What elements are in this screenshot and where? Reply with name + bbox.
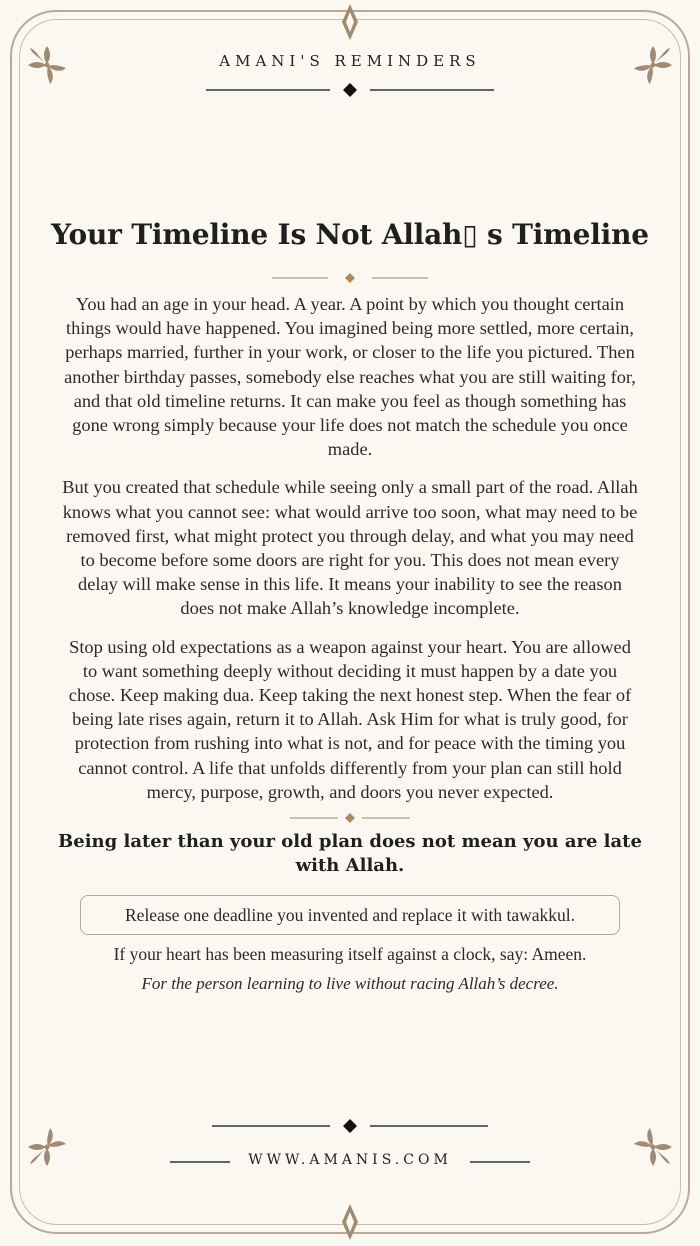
- frame-diamond-bottom-icon: [338, 1202, 362, 1242]
- key-message: Being later than your old plan does not mean you are late with Allah.: [58, 831, 642, 876]
- body-text: [62, 292, 638, 818]
- brand-name: AMANI'S REMINDERS: [219, 52, 481, 70]
- paragraph-3: Stop using old expectations as a weapon against your heart. You are allowed to want something deeply without deciding it must happen by a date you chose. Keep making dua. Keep taking the next honest step. When the fear of being late rises again, return it to Allah. Ask Him for what is truly good, for protection from rushing into what is not, and for peace with the timing you cannot control. A life that unfolds differently from your plan can still hold mercy, purpose, growth, and doors you never expected.: [68, 636, 632, 802]
- dedication: For the person learning to live without racing Allah’s decree.: [141, 974, 559, 993]
- website-url[interactable]: WWW.AMANIS.COM: [248, 1152, 452, 1168]
- action-box: [80, 895, 620, 935]
- page-title: Your Timeline Is Not Allah▯ s Timeline: [51, 218, 649, 251]
- paragraph-2: But you created that schedule while seeing only a small part of the road. Allah knows what you cannot see: what would arrive too soon, what may need to be removed first, what might protect you through delay, and what you may need to become before some doors are right for you. This does not mean every delay will make sense in this life. It means your inability to see the reason does not make Allah’s knowledge incomplete.: [62, 477, 638, 619]
- paragraph-1: You had an age in your head. A year. A point by which you thought certain things would have happened. You imagined being more settled, more certain, perhaps married, further in your work, or closer to the life you pictured. Then another birthday passes, somebody else reaches what you are still waiting for, and that old timeline returns. It can make you feel as though something has gone wrong simply because your life does not match the schedule you once made.: [64, 294, 636, 460]
- frame-diamond-top-icon: [338, 2, 362, 42]
- footer-divider: [0, 1116, 700, 1136]
- body-divider: [0, 808, 700, 828]
- title-divider: [0, 268, 700, 288]
- action-text: Release one deadline you invented and replace it with tawakkul.: [125, 904, 575, 925]
- header-divider: [0, 80, 700, 100]
- ameen-prompt: If your heart has been measuring itself against a clock, say: Ameen.: [113, 944, 587, 964]
